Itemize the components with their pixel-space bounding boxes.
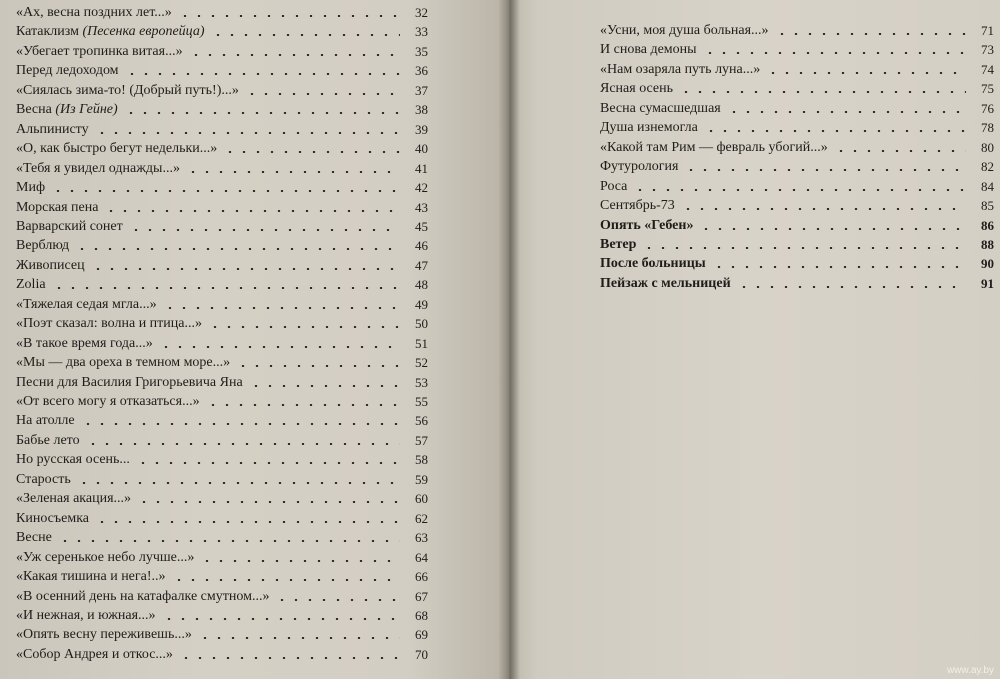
toc-entry — [600, 195, 994, 214]
dot-leader — [51, 190, 400, 192]
dot-leader — [684, 169, 966, 171]
toc-entry — [16, 508, 428, 527]
dot-leader — [681, 208, 966, 210]
toc-entry-page-number: 55 — [415, 394, 428, 409]
toc-entry-title: Ветер — [600, 236, 637, 252]
toc-entry — [16, 527, 428, 546]
toc-entry — [16, 333, 428, 352]
toc-entry-page-number: 43 — [415, 199, 428, 215]
toc-entry — [600, 176, 994, 195]
dot-leader — [91, 268, 400, 270]
toc-entry-page-number: 49 — [415, 296, 428, 312]
toc-entry-page-number: 68 — [415, 607, 428, 623]
toc-entry — [16, 60, 428, 79]
toc-entry-title: «От всего могу я отказаться...» — [16, 394, 200, 409]
dot-leader — [75, 248, 400, 250]
toc-entry-page-number: 86 — [981, 217, 994, 233]
toc-entry-page-number: 69 — [415, 627, 428, 643]
toc-entry — [16, 99, 428, 118]
dot-leader — [159, 346, 400, 348]
toc-entry — [16, 586, 428, 605]
toc-entry-page-number: 91 — [981, 275, 994, 291]
dot-leader — [704, 130, 966, 132]
toc-entry-title: «Тяжелая седая мгла...» — [16, 296, 157, 312]
dot-leader — [179, 657, 400, 659]
toc-entry — [16, 177, 428, 196]
book-gutter — [498, 0, 520, 679]
toc-entry-title: Но русская осень... — [16, 452, 130, 468]
toc-entry — [600, 98, 994, 117]
dot-leader — [162, 618, 400, 620]
toc-entry-title: Альпинисту — [16, 121, 89, 137]
dot-leader — [81, 423, 400, 425]
dot-leader — [236, 365, 400, 367]
toc-entry-page-number: 66 — [415, 569, 428, 585]
dot-leader — [834, 150, 966, 152]
toc-entry-page-number: 37 — [415, 82, 428, 98]
toc-entry — [16, 372, 428, 391]
toc-entry-title: Футурология — [600, 159, 679, 175]
toc-entry — [16, 430, 428, 449]
toc-entry-title: Сентябрь-73 — [600, 198, 675, 214]
toc-entry — [16, 138, 428, 157]
toc-entry-title: На атолле — [16, 413, 75, 429]
toc-entry — [16, 235, 428, 254]
toc-entry-title: Пейзаж с мельницей — [600, 275, 731, 291]
toc-entry — [16, 547, 428, 566]
toc-entry — [16, 158, 428, 177]
toc-entry-page-number: 47 — [415, 257, 428, 273]
dot-leader — [198, 637, 400, 639]
toc-entry-title: Ясная осень — [600, 81, 674, 97]
toc-entry-page-number: 42 — [415, 180, 428, 196]
toc-entry — [16, 469, 428, 488]
dot-leader — [737, 286, 966, 288]
dot-leader — [86, 443, 400, 445]
toc-entry-title: Опять «Гебен» — [600, 217, 694, 233]
toc-entry-title: Весна (Из Гейне) — [16, 102, 118, 118]
toc-entry-title: «Поэт сказал: волна и птица...» — [16, 316, 202, 332]
toc-entry-subtitle: (Песенка европейца) — [82, 24, 205, 40]
toc-entry — [600, 59, 994, 78]
toc-entry — [16, 410, 428, 429]
dot-leader — [206, 404, 400, 406]
dot-leader — [124, 112, 400, 114]
toc-entry — [16, 21, 428, 40]
dot-leader — [208, 326, 400, 328]
dot-leader — [104, 210, 400, 212]
toc-entry — [600, 253, 994, 272]
dot-leader — [129, 229, 400, 231]
toc-entry — [600, 78, 994, 97]
dot-leader — [137, 501, 400, 503]
toc-entry — [600, 39, 994, 58]
toc-entry-page-number: 78 — [981, 120, 994, 136]
toc-entry-page-number: 63 — [415, 530, 428, 546]
toc-entry-page-number: 75 — [981, 81, 994, 97]
toc-entry — [16, 488, 428, 507]
toc-entry-title: Морская пена — [16, 199, 99, 215]
toc-entry — [600, 273, 994, 292]
toc-entry-title: Живописец — [16, 257, 85, 273]
toc-entry-title: «Уж серенькое небо лучше...» — [16, 549, 195, 565]
toc-entry-page-number: 74 — [981, 61, 994, 77]
toc-entry-title: «Мы — два ореха в темном море...» — [16, 355, 231, 371]
toc-entry-title: «В такое время года...» — [16, 335, 153, 351]
dot-leader — [95, 521, 400, 523]
toc-entry-title: «Ах, весна поздних лет...» — [16, 5, 172, 20]
toc-entry-title: «Зеленая акация...» — [16, 491, 132, 507]
toc-entry-page-number: 57 — [415, 432, 428, 448]
toc-entry — [16, 624, 428, 643]
toc-entry-title: Zolia — [16, 277, 46, 293]
toc-entry — [16, 449, 428, 468]
toc-entry-title: Душа изнемогла — [600, 120, 698, 136]
toc-entry-page-number: 40 — [415, 141, 428, 157]
toc-entry — [16, 80, 428, 99]
dot-leader — [775, 33, 966, 35]
toc-entry-title: «В осенний день на катафалке смутном...» — [16, 588, 270, 604]
toc-entry — [16, 605, 428, 624]
toc-entry — [600, 117, 994, 136]
toc-entry — [16, 274, 428, 293]
toc-entry-title: Весна сумасшедшая — [600, 100, 721, 116]
toc-entry-subtitle: (Из Гейне) — [55, 102, 118, 118]
toc-entry-page-number: 32 — [415, 5, 428, 20]
toc-entry-page-number: 85 — [981, 198, 994, 214]
toc-entry — [16, 391, 428, 410]
dot-leader — [200, 560, 400, 562]
toc-entry-page-number: 45 — [415, 218, 428, 234]
toc-entry-page-number: 73 — [981, 42, 994, 58]
dot-leader — [186, 171, 400, 173]
toc-entry-page-number: 50 — [415, 316, 428, 332]
toc-entry-page-number: 48 — [415, 277, 428, 293]
watermark: www.ay.by — [946, 665, 994, 676]
toc-entry-page-number: 90 — [981, 256, 994, 272]
toc-entry-page-number: 36 — [415, 63, 428, 79]
toc-entry-page-number: 51 — [415, 335, 428, 351]
dot-leader — [178, 15, 400, 17]
toc-entry-title: «Опять весну переживешь...» — [16, 627, 192, 643]
toc-entry-page-number: 64 — [415, 549, 428, 565]
toc-entry — [600, 156, 994, 175]
toc-entry-title: Песни для Василия Григорьевича Яна — [16, 374, 243, 390]
toc-entry-page-number: 70 — [415, 646, 428, 662]
dot-leader — [77, 482, 400, 484]
dot-leader — [189, 54, 400, 56]
toc-entry — [16, 119, 428, 138]
toc-entry-page-number: 76 — [981, 100, 994, 116]
toc-entry-page-number: 84 — [981, 178, 994, 194]
toc-entry — [16, 216, 428, 235]
dot-leader — [136, 462, 400, 464]
dot-leader — [95, 132, 400, 134]
toc-entry-page-number: 46 — [415, 238, 428, 254]
toc-entry-title: Киносъемка — [16, 510, 90, 526]
dot-leader — [52, 287, 400, 289]
dot-leader — [703, 52, 966, 54]
toc-entry-title: Варварский сонет — [16, 218, 123, 234]
dot-leader — [633, 189, 966, 191]
toc-entry-page-number: 80 — [981, 139, 994, 155]
dot-leader — [163, 307, 400, 309]
toc-entry-title: «Тебя я увидел однажды...» — [16, 160, 180, 176]
toc-entry-title: Старость — [16, 471, 71, 487]
toc-entry-title: И снова демоны — [600, 42, 697, 58]
toc-entry — [16, 41, 428, 60]
toc-entry-title: «Сиялась зима-то! (Добрый путь!)...» — [16, 82, 239, 98]
toc-entry-title: Катаклизм (Песенка европейца) — [16, 24, 205, 40]
toc-entry-title: Верблюд — [16, 238, 70, 254]
toc-entry-page-number: 67 — [415, 588, 428, 604]
toc-entry-page-number: 59 — [415, 471, 428, 487]
toc-entry — [16, 197, 428, 216]
toc-entry-page-number: 33 — [415, 24, 428, 40]
toc-entry-title: После больницы — [600, 256, 706, 272]
toc-entry — [16, 313, 428, 332]
dot-leader — [223, 151, 400, 153]
toc-entry-title: «Усни, моя душа больная...» — [600, 23, 769, 38]
toc-entry — [16, 2, 428, 21]
toc-entry-title: «Какой там Рим — февраль убогий...» — [600, 139, 828, 155]
dot-leader — [642, 247, 966, 249]
toc-entry — [16, 255, 428, 274]
toc-entry-page-number: 88 — [981, 236, 994, 252]
toc-entry-title: «Нам озаряла путь луна...» — [600, 61, 761, 77]
toc-entry-title: «И нежная, и южная...» — [16, 607, 156, 623]
toc-entry — [600, 234, 994, 253]
toc-entry-title: Бабье лето — [16, 432, 80, 448]
toc-entry-page-number: 56 — [415, 413, 428, 429]
toc-entry — [16, 352, 428, 371]
dot-leader — [712, 266, 966, 268]
dot-leader — [211, 34, 400, 36]
toc-entry-page-number: 71 — [981, 23, 994, 38]
dot-leader — [699, 228, 966, 230]
toc-entry — [16, 294, 428, 313]
toc-entry-title: Миф — [16, 180, 46, 196]
toc-entry-title: «О, как быстро бегут недельки...» — [16, 141, 218, 157]
dot-leader — [58, 540, 400, 542]
toc-entry-title: Роса — [600, 178, 628, 194]
dot-leader — [275, 599, 400, 601]
dot-leader — [766, 72, 966, 74]
toc-entry — [600, 215, 994, 234]
toc-entry-page-number: 38 — [415, 102, 428, 118]
right-page — [508, 0, 1000, 679]
toc-entry-title: Весне — [16, 530, 52, 546]
dot-leader — [249, 385, 400, 387]
dot-leader — [125, 73, 400, 75]
toc-entry-page-number: 60 — [415, 491, 428, 507]
toc-entry-title: «Собор Андрея и откос...» — [16, 646, 173, 662]
toc-entry — [16, 566, 428, 585]
toc-entry — [600, 137, 994, 156]
toc-entry-title: «Убегает тропинка витая...» — [16, 43, 183, 59]
dot-leader — [245, 93, 400, 95]
toc-entry-page-number: 62 — [415, 510, 428, 526]
toc-entry-page-number: 53 — [415, 374, 428, 390]
toc-entry-page-number: 41 — [415, 160, 428, 176]
dot-leader — [679, 91, 966, 93]
toc-entry-title: «Какая тишина и нега!..» — [16, 569, 166, 585]
toc-entry-page-number: 39 — [415, 121, 428, 137]
toc-entry-page-number: 52 — [415, 355, 428, 371]
toc-entry — [600, 20, 994, 39]
toc-entry-page-number: 82 — [981, 159, 994, 175]
toc-entry — [16, 644, 428, 663]
toc-entry-page-number: 58 — [415, 452, 428, 468]
dot-leader — [727, 111, 966, 113]
dot-leader — [172, 579, 400, 581]
toc-entry-title: Перед ледоходом — [16, 63, 119, 79]
toc-entry-page-number: 35 — [415, 43, 428, 59]
